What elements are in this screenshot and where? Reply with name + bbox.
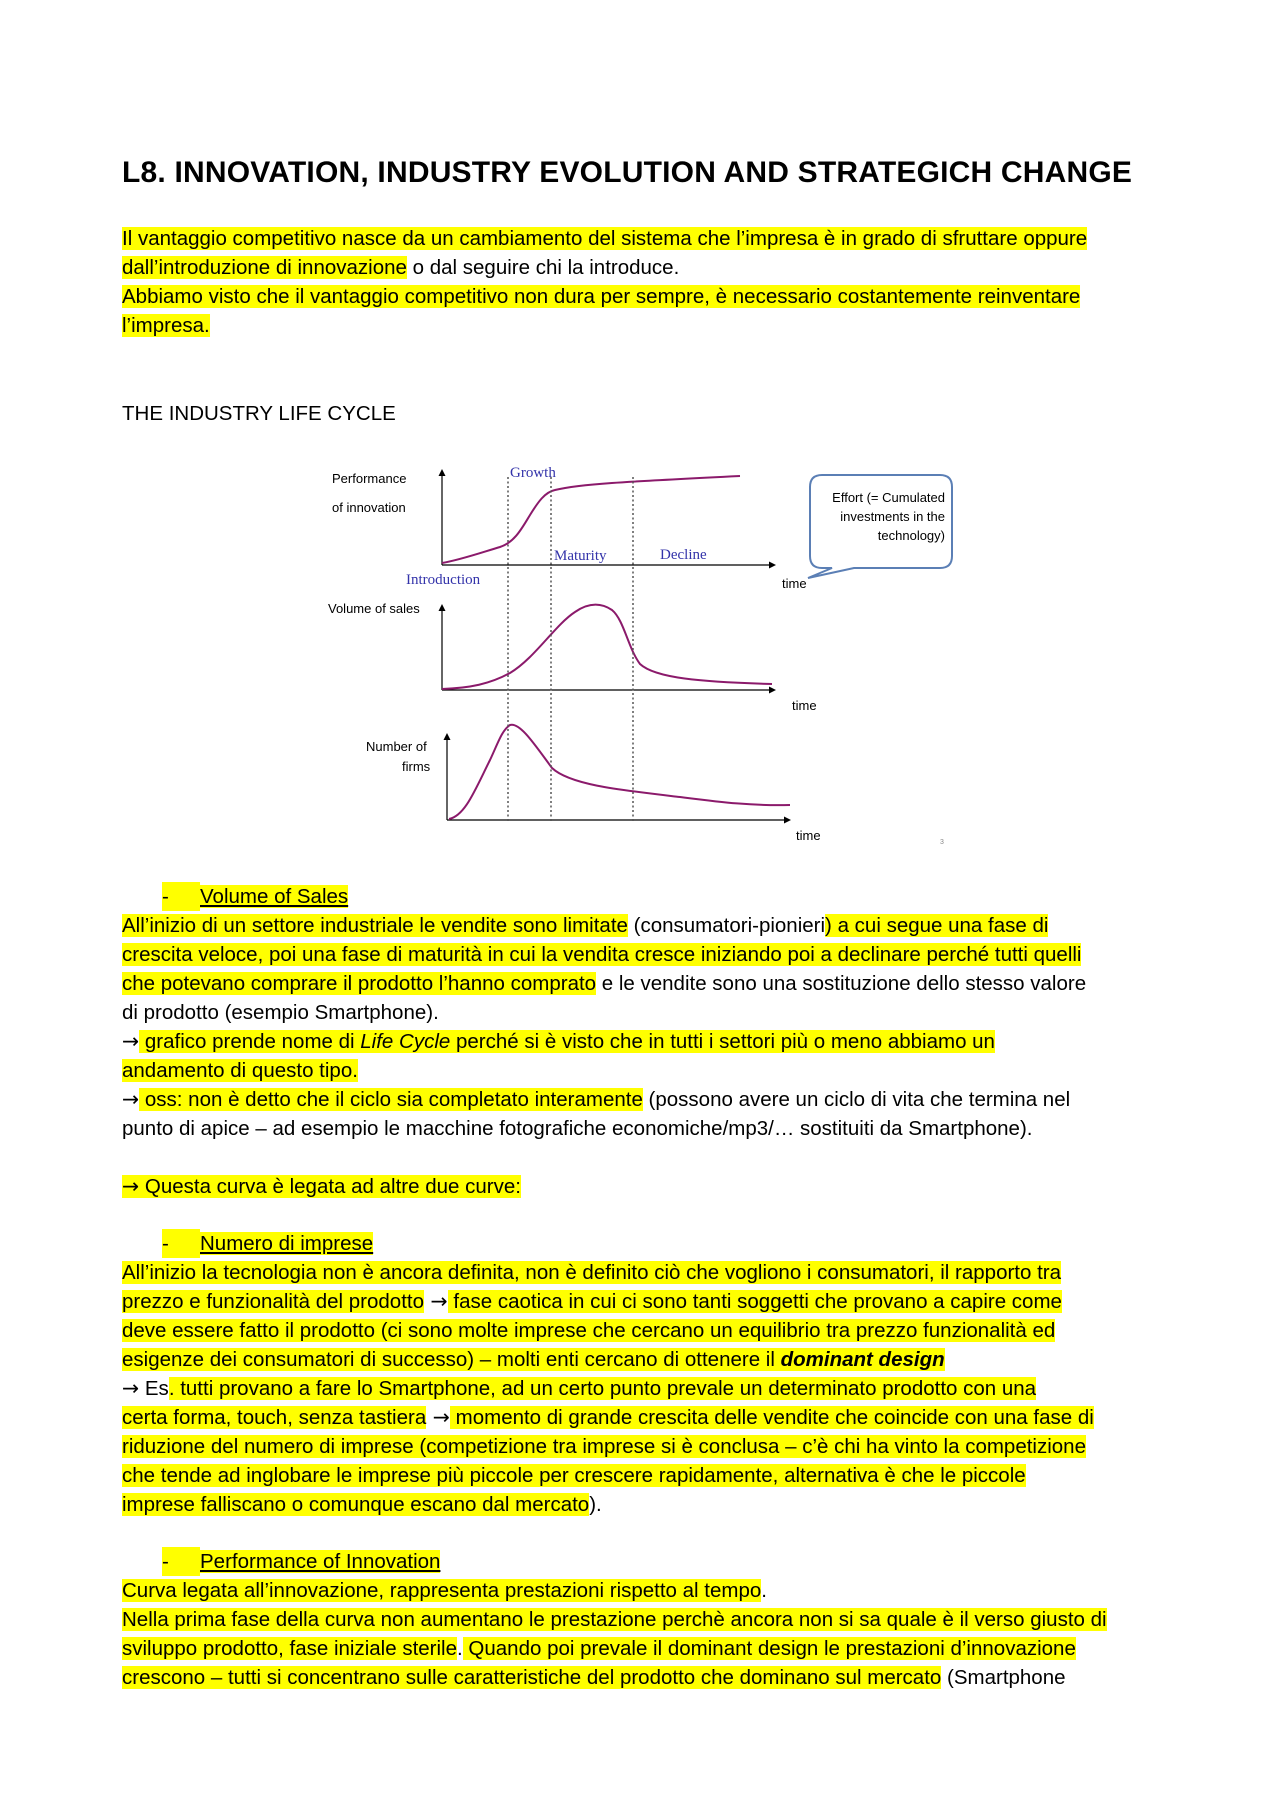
perf-line-1b: . — [761, 1579, 767, 1602]
sales-line-5b: perché si è visto che in tutti i settori più o meno abbiamo un — [450, 1030, 995, 1053]
intro-line-3: Abbiamo visto che il vantaggio competitivo non dura per sempre, è necessario costantemente reinventare — [122, 285, 1081, 308]
firms-line-5a: Es — [139, 1377, 169, 1400]
firms-axis-label-2: firms — [402, 759, 431, 774]
sales-line-3b: e le vendite sono una sostituzione dello stesso valore — [596, 972, 1087, 995]
perf-line-2: Nella prima fase della curva non aumentano le prestazione perchè ancora non si sa quale è il verso giusto di — [122, 1608, 1107, 1631]
sales-line-4: di prodotto (esempio Smartphone). — [122, 1001, 439, 1024]
sales-x-arrow — [769, 687, 776, 694]
perf-line-3b: . — [457, 1637, 463, 1660]
section-title: THE INDUSTRY LIFE CYCLE — [122, 402, 396, 425]
firms-line-9b: ). — [589, 1493, 602, 1516]
bullet-dash: - — [162, 1229, 200, 1258]
sales-line-5-italic: Life Cycle — [360, 1030, 451, 1053]
arrow-icon: → — [426, 1405, 450, 1429]
arrow-icon: → — [122, 1174, 140, 1198]
arrow-icon: → — [424, 1289, 448, 1313]
sales-line-2a: crescita veloce, poi una fase di maturità in cui la vendita cresce — [122, 943, 696, 966]
arrow-icon: → — [122, 1087, 140, 1111]
bullet-dash: - — [162, 1547, 200, 1576]
firms-y-arrow — [444, 733, 451, 740]
sales-line-2c: quelli — [1027, 943, 1082, 966]
firms-line-4a: esigenze dei consumatori di successo) — [122, 1348, 475, 1371]
bullet-title: Performance of Innovation — [200, 1550, 441, 1573]
perf-line-3a: sviluppo prodotto, fase iniziale sterile — [122, 1637, 458, 1660]
intro-line-1: Il vantaggio competitivo nasce da un cambiamento del sistema che l’impresa è in grado di sfruttare oppure — [122, 227, 1088, 250]
arrow-icon: → — [122, 1376, 140, 1400]
time-label-3: time — [796, 828, 821, 843]
intro-paragraph — [122, 224, 1172, 340]
page-title: L8. INNOVATION, INDUSTRY EVOLUTION AND STRATEGICH CHANGE — [122, 156, 1133, 189]
phase-label-maturity: Maturity — [554, 548, 607, 564]
sales-paragraph — [122, 911, 1172, 1201]
firms-paragraph — [122, 1258, 1172, 1519]
sales-line-1b: (consumatori-pionieri — [627, 914, 826, 937]
time-label-2: time — [792, 698, 817, 713]
firms-line-2a: prezzo e funzionalità del prodotto — [122, 1290, 425, 1313]
perf-line-1a: Curva legata all’innovazione, rappresenta prestazioni rispetto al tempo — [122, 1579, 762, 1602]
firms-line-1: All’inizio la tecnologia non è ancora definita, non è definito ciò che vogliono i consumatori, il rapporto tra — [122, 1261, 1062, 1284]
performance-paragraph — [122, 1576, 1172, 1692]
sales-line-6: andamento di questo tipo. — [122, 1059, 358, 1082]
perf-axis-label-2: of innovation — [332, 500, 406, 515]
arrow-icon: → — [122, 1029, 140, 1053]
firms-curve — [449, 725, 790, 819]
sales-line-8: punto di apice – ad esempio le macchine fotografiche economiche/mp3/… sostituiti da Smartphone). — [122, 1117, 1033, 1140]
sales-line-1c: ) a cui segue una fase di — [825, 914, 1049, 937]
time-label-1: time — [782, 576, 807, 591]
intro-line-2-highlight: dall’introduzione di innovazione — [122, 256, 407, 279]
perf-line-4b: (Smartphone — [941, 1666, 1066, 1689]
phase-label-introduction: Introduction — [406, 572, 481, 588]
firms-line-3a: deve essere fatto il prodotto — [122, 1319, 375, 1342]
perf-y-arrow — [439, 469, 446, 476]
perf-line-4a: crescono – tutti si concentrano sulle caratteristiche del prodotto che dominano sul mercato — [122, 1666, 942, 1689]
sales-line-1a: All’inizio di un settore industriale le vendite sono limitate — [122, 914, 628, 937]
phase-label-decline: Decline — [660, 547, 707, 563]
callout-line-3: technology) — [877, 528, 945, 543]
sales-line-5a: grafico prende nome di — [139, 1030, 361, 1053]
bullet-title: Numero di imprese — [200, 1232, 374, 1255]
intro-line-2-rest: o dal seguire chi la introduce. — [406, 256, 680, 279]
sales-curve — [442, 605, 772, 689]
firms-x-arrow — [784, 817, 791, 824]
firms-line-8: che tende ad inglobare le imprese più piccole per crescere rapidamente, alternativa è che le piccole — [122, 1464, 1026, 1487]
intro-line-4: l’impresa. — [122, 314, 210, 337]
firms-line-6a: certa forma, touch, senza tastiera — [122, 1406, 427, 1429]
perf-axis-label-1: Performance — [332, 471, 407, 486]
sales-y-arrow — [439, 604, 446, 611]
callout-line-1: Effort (= Cumulated — [832, 490, 945, 505]
bullet-numero-di-imprese — [162, 1229, 373, 1258]
sales-line-2b: iniziando poi a declinare perché tutti — [695, 943, 1028, 966]
firms-line-3b: (ci sono molte imprese che cercano un equilibrio tra prezzo funzionalità ed — [375, 1319, 1056, 1342]
sales-line-7-highlight: oss: non è detto che il ciclo sia completato interamente — [139, 1088, 643, 1111]
industry-life-cycle-figure — [320, 460, 970, 855]
bullet-performance-of-innovation — [162, 1547, 440, 1576]
bullet-dash: - — [162, 882, 200, 911]
perf-line-3c: Quando poi prevale il dominant design le prestazioni d’innovazione — [462, 1637, 1076, 1660]
firms-axis-label-1: Number of — [366, 739, 427, 754]
bullet-volume-of-sales — [162, 882, 348, 911]
bullet-title: Volume of Sales — [200, 885, 349, 908]
firms-line-9a: imprese falliscano o comunque escano dal mercato — [122, 1493, 590, 1516]
sales-line-9: Questa curva è legata ad altre due curve: — [139, 1175, 521, 1198]
perf-x-arrow — [769, 562, 776, 569]
firms-line-7b: (competizione tra imprese si è conclusa – c’è chi ha vinto la competizione — [413, 1435, 1086, 1458]
firms-line-5b: . tutti provano a fare lo Smartphone, ad un certo punto prevale un determinato prodotto con una — [168, 1377, 1037, 1400]
figure-page-mark: 3 — [940, 839, 944, 846]
dominant-design-term: dominant design — [780, 1348, 945, 1371]
phase-label-growth: Growth — [510, 465, 556, 481]
sales-axis-label: Volume of sales — [328, 601, 420, 616]
firms-line-7a: riduzione del numero di imprese — [122, 1435, 414, 1458]
callout-line-2: investments in the — [840, 509, 945, 524]
sales-line-7-rest: (possono avere un ciclo di vita che termina nel — [642, 1088, 1071, 1111]
firms-line-6b: momento di grande crescita delle vendite che coincide con una fase di — [449, 1406, 1094, 1429]
firms-line-2b: fase caotica in cui ci sono tanti soggetti che provano a capire come — [447, 1290, 1062, 1313]
sales-line-3a: che potevano comprare il prodotto l’hanno comprato — [122, 972, 597, 995]
firms-line-4b: – molti enti cercano di ottenere il — [474, 1348, 781, 1371]
